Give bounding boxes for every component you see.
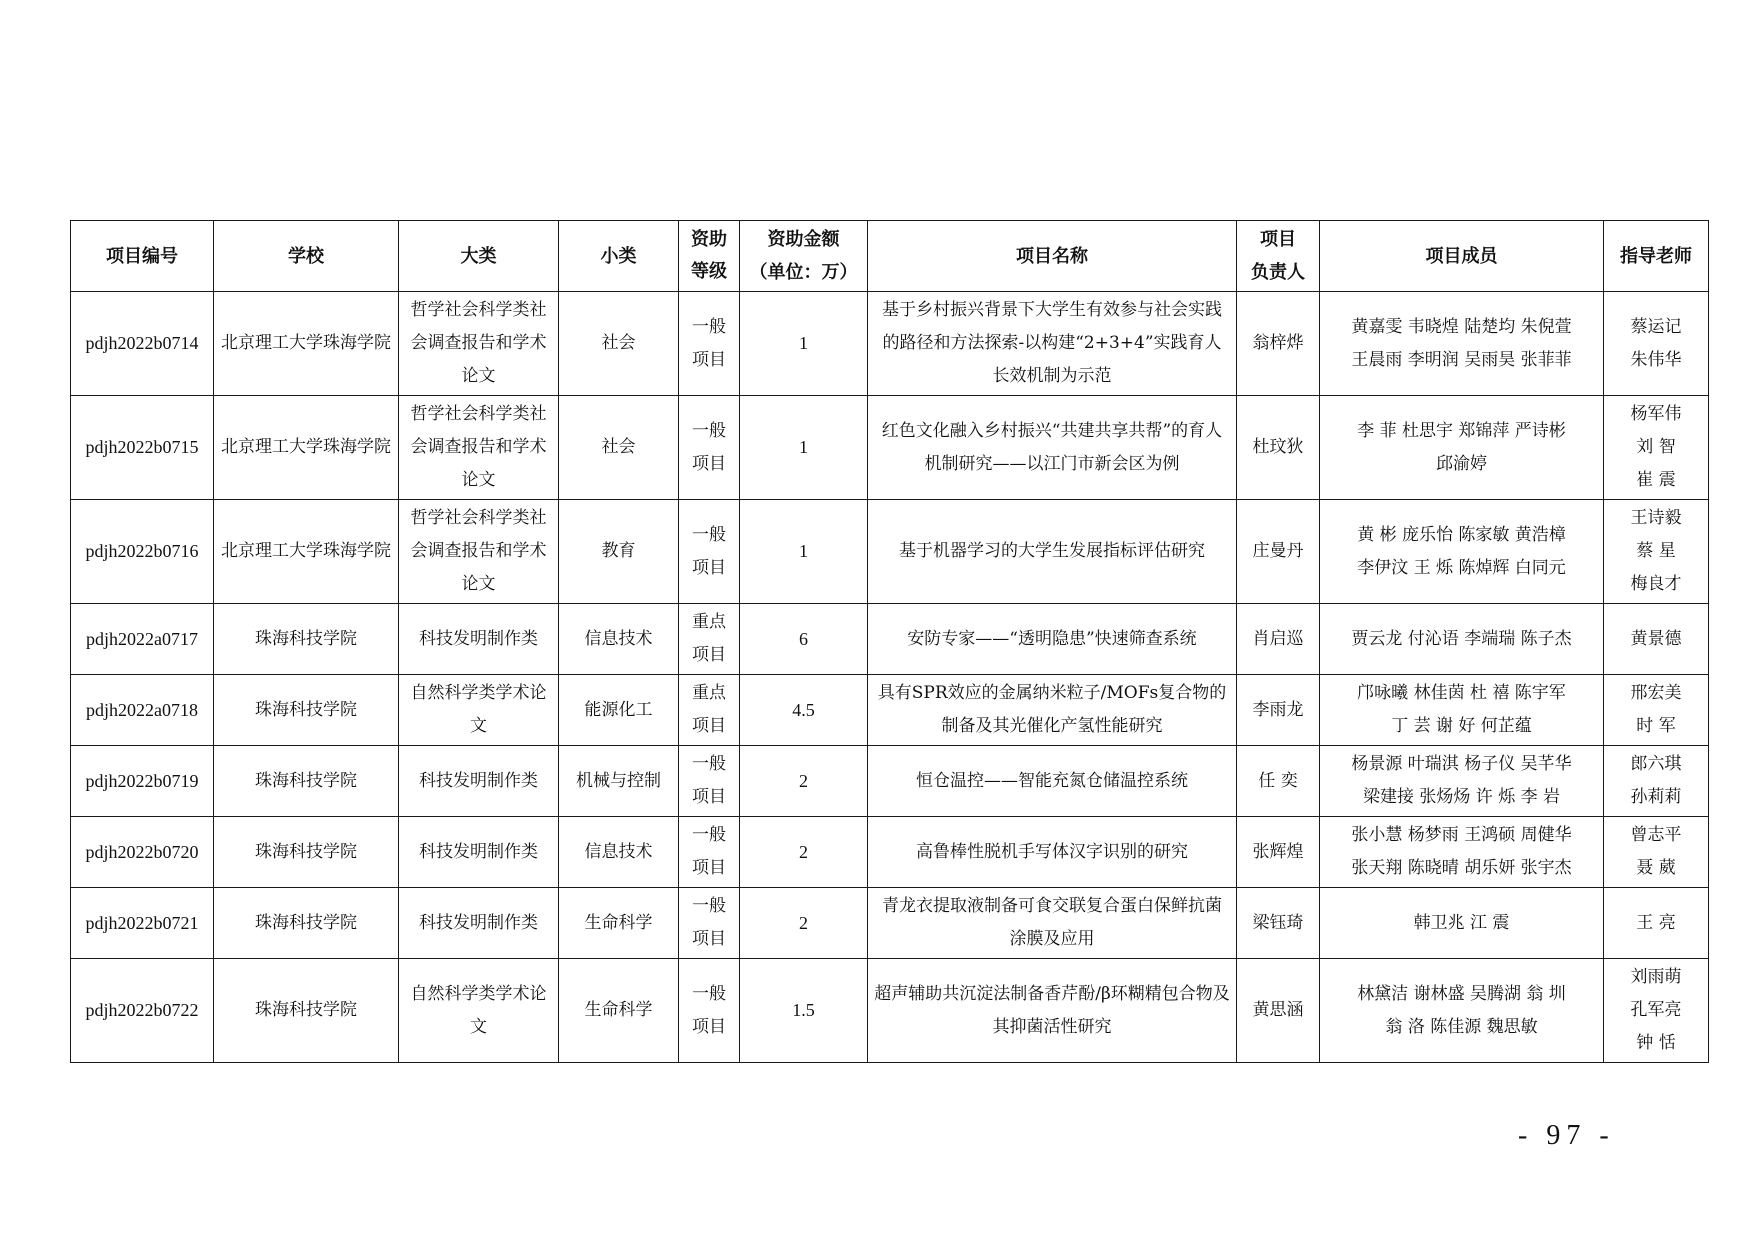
advisor-cell: [1604, 888, 1709, 959]
member-line: 张小慧 杨梦雨 王鸿硕 周健华: [1351, 825, 1572, 845]
advisor-name: 王 亮: [1636, 912, 1676, 933]
advisor-cell: [1604, 500, 1709, 604]
level-cell: 一般项目: [679, 888, 740, 959]
category-cell: 哲学社会科学类社会调查报告和学术论文: [399, 292, 559, 396]
table-row: [71, 817, 1709, 888]
header-amount: [740, 221, 868, 292]
level-cell: 一般项目: [679, 817, 740, 888]
category-cell: 科技发明制作类: [399, 817, 559, 888]
subcategory-cell: 机械与控制: [559, 746, 679, 817]
project-code-cell: pdjh2022a0718: [71, 675, 214, 746]
header-category: 大类: [399, 221, 559, 292]
members-cell: [1320, 604, 1604, 675]
level-cell: 重点项目: [679, 604, 740, 675]
header-amount-line2: （单位：万）: [749, 262, 858, 283]
subcategory-cell: 教育: [559, 500, 679, 604]
project-code-cell: pdjh2022b0721: [71, 888, 214, 959]
leader-cell: 李雨龙: [1237, 675, 1320, 746]
subcategory-cell: 生命科学: [559, 959, 679, 1063]
header-school: 学校: [214, 221, 399, 292]
category-cell: 哲学社会科学类社会调查报告和学术论文: [399, 396, 559, 500]
header-amount-line1: 资助金额: [767, 229, 840, 250]
table-row: [71, 746, 1709, 817]
amount-cell: 6: [740, 604, 868, 675]
header-members: 项目成员: [1320, 221, 1604, 292]
advisor-cell: [1604, 604, 1709, 675]
advisor-name: 崔 震: [1636, 470, 1676, 490]
advisor-name: 曾志平: [1630, 825, 1682, 845]
category-cell: 科技发明制作类: [399, 746, 559, 817]
members-cell: [1320, 888, 1604, 959]
member-line: 韩卫兆 江 震: [1413, 912, 1510, 933]
leader-cell: 杜玟狄: [1237, 396, 1320, 500]
leader-cell: 肖启巡: [1237, 604, 1320, 675]
project-name-cell: 高鲁棒性脱机手写体汉字识别的研究: [868, 817, 1237, 888]
table-body: [71, 292, 1709, 1063]
leader-cell: 庄曼丹: [1237, 500, 1320, 604]
category-cell: 科技发明制作类: [399, 888, 559, 959]
subcategory-cell: 生命科学: [559, 888, 679, 959]
school-cell: 北京理工大学珠海学院: [214, 500, 399, 604]
project-code-cell: pdjh2022b0715: [71, 396, 214, 500]
members-cell: [1320, 959, 1604, 1063]
advisor-name: 蔡 星: [1636, 541, 1676, 561]
member-line: 贾云龙 付沁语 李端瑞 陈子杰: [1351, 628, 1572, 649]
subcategory-cell: 社会: [559, 396, 679, 500]
amount-cell: 1.5: [740, 959, 868, 1063]
member-line: 梁建接 张炀炀 许 烁 李 岩: [1362, 787, 1561, 807]
category-cell: 自然科学类学术论文: [399, 675, 559, 746]
advisor-name: 蔡运记: [1630, 316, 1682, 337]
leader-cell: 翁梓烨: [1237, 292, 1320, 396]
category-cell: 自然科学类学术论文: [399, 959, 559, 1063]
project-name-cell: 具有SPR效应的金属纳米粒子/MOFs复合物的制备及其光催化产氢性能研究: [868, 675, 1237, 746]
advisor-cell: [1604, 396, 1709, 500]
member-line: 翁 洛 陈佳源 魏思敏: [1385, 1016, 1538, 1037]
project-name-cell: 恒仓温控——智能充氮仓储温控系统: [868, 746, 1237, 817]
advisor-name: 王诗毅: [1630, 508, 1682, 528]
project-code-cell: pdjh2022a0717: [71, 604, 214, 675]
member-line: 邱渝婷: [1436, 453, 1487, 474]
project-table: [70, 220, 1709, 1063]
school-cell: 珠海科技学院: [214, 604, 399, 675]
advisor-name: 孔军亮: [1630, 1000, 1682, 1020]
project-code-cell: pdjh2022b0720: [71, 817, 214, 888]
advisor-cell: [1604, 746, 1709, 817]
advisor-name: 杨军伟: [1630, 404, 1682, 424]
project-name-cell: 安防专家——“透明隐患”快速筛查系统: [868, 604, 1237, 675]
school-cell: 珠海科技学院: [214, 746, 399, 817]
header-advisor: 指导老师: [1604, 221, 1709, 292]
header-leader: [1237, 221, 1320, 292]
project-name-cell: 超声辅助共沉淀法制备香芹酚/β环糊精包合物及其抑菌活性研究: [868, 959, 1237, 1063]
advisor-cell: [1604, 817, 1709, 888]
advisor-name: 刘 智: [1636, 437, 1676, 457]
project-name-cell: 青龙衣提取液制备可食交联复合蛋白保鲜抗菌涂膜及应用: [868, 888, 1237, 959]
level-cell: 一般项目: [679, 746, 740, 817]
advisor-cell: [1604, 959, 1709, 1063]
advisor-name: 刘雨萌: [1630, 967, 1682, 987]
leader-cell: 梁钰琦: [1237, 888, 1320, 959]
members-cell: [1320, 675, 1604, 746]
leader-cell: 任 奕: [1237, 746, 1320, 817]
table-row: [71, 292, 1709, 396]
amount-cell: 1: [740, 500, 868, 604]
member-line: 王晨雨 李明润 吴雨昊 张菲菲: [1351, 349, 1572, 370]
subcategory-cell: 能源化工: [559, 675, 679, 746]
members-cell: [1320, 817, 1604, 888]
table-row: [71, 396, 1709, 500]
member-line: 黄 彬 庞乐怡 陈家敏 黄浩樟: [1357, 524, 1566, 545]
header-name: 项目名称: [868, 221, 1237, 292]
project-code-cell: pdjh2022b0716: [71, 500, 214, 604]
advisor-name: 邢宏美: [1630, 683, 1682, 703]
advisor-name: 朱伟华: [1630, 349, 1682, 370]
header-level: 资助等级: [679, 221, 740, 292]
advisor-name: 梅良才: [1630, 574, 1682, 594]
subcategory-cell: 信息技术: [559, 604, 679, 675]
header-leader-line2: 负责人: [1251, 262, 1305, 283]
project-name-cell: 基于乡村振兴背景下大学生有效参与社会实践的路径和方法探索-以构建“2+3+4”实践育人长效机制为示范: [868, 292, 1237, 396]
header-code: 项目编号: [71, 221, 214, 292]
advisor-cell: [1604, 675, 1709, 746]
leader-cell: 张辉煌: [1237, 817, 1320, 888]
category-cell: 哲学社会科学类社会调查报告和学术论文: [399, 500, 559, 604]
level-cell: 一般项目: [679, 396, 740, 500]
level-cell: 一般项目: [679, 500, 740, 604]
table-row: [71, 500, 1709, 604]
school-cell: 珠海科技学院: [214, 888, 399, 959]
advisor-name: 聂 葳: [1636, 858, 1676, 878]
level-cell: 一般项目: [679, 959, 740, 1063]
header-row: [71, 221, 1709, 292]
table-row: [71, 675, 1709, 746]
level-cell: 重点项目: [679, 675, 740, 746]
school-cell: 珠海科技学院: [214, 959, 399, 1063]
member-line: 黄嘉雯 韦晓煌 陆楚均 朱倪萱: [1351, 316, 1572, 337]
member-line: 张天翔 陈晓晴 胡乐妍 张宇杰: [1351, 858, 1572, 878]
members-cell: [1320, 292, 1604, 396]
leader-cell: 黄思涵: [1237, 959, 1320, 1063]
category-cell: 科技发明制作类: [399, 604, 559, 675]
advisor-name: 钟 恬: [1636, 1033, 1676, 1053]
subcategory-cell: 社会: [559, 292, 679, 396]
member-line: 杨景源 叶瑞淇 杨子仪 吴芊华: [1351, 754, 1572, 774]
amount-cell: 1: [740, 396, 868, 500]
project-code-cell: pdjh2022b0719: [71, 746, 214, 817]
header-leader-line1: 项目: [1260, 229, 1296, 250]
members-cell: [1320, 396, 1604, 500]
school-cell: 珠海科技学院: [214, 817, 399, 888]
amount-cell: 1: [740, 292, 868, 396]
member-line: 李 菲 杜思宇 郑锦萍 严诗彬: [1357, 420, 1566, 441]
table-row: [71, 959, 1709, 1063]
advisor-name: 郎六琪: [1630, 754, 1682, 774]
amount-cell: 2: [740, 746, 868, 817]
advisor-cell: [1604, 292, 1709, 396]
member-line: 邝咏曦 林佳茵 杜 禧 陈宇军: [1357, 683, 1566, 703]
member-line: 丁 芸 谢 好 何芷蕴: [1391, 716, 1532, 736]
members-cell: [1320, 746, 1604, 817]
advisor-name: 孙莉莉: [1630, 787, 1682, 807]
amount-cell: 2: [740, 817, 868, 888]
subcategory-cell: 信息技术: [559, 817, 679, 888]
member-line: 林黛洁 谢林盛 吴腾湖 翁 圳: [1357, 983, 1566, 1004]
advisor-name: 时 军: [1636, 716, 1676, 736]
table-row: [71, 888, 1709, 959]
level-cell: 一般项目: [679, 292, 740, 396]
project-name-cell: 基于机器学习的大学生发展指标评估研究: [868, 500, 1237, 604]
header-subcategory: 小类: [559, 221, 679, 292]
school-cell: 珠海科技学院: [214, 675, 399, 746]
project-name-cell: 红色文化融入乡村振兴“共建共享共帮”的育人机制研究——以江门市新会区为例: [868, 396, 1237, 500]
amount-cell: 4.5: [740, 675, 868, 746]
school-cell: 北京理工大学珠海学院: [214, 396, 399, 500]
amount-cell: 2: [740, 888, 868, 959]
table-row: [71, 604, 1709, 675]
members-cell: [1320, 500, 1604, 604]
project-code-cell: pdjh2022b0714: [71, 292, 214, 396]
advisor-name: 黄景德: [1630, 628, 1682, 649]
page-number: - 97 -: [1518, 1120, 1615, 1151]
project-code-cell: pdjh2022b0722: [71, 959, 214, 1063]
member-line: 李伊汶 王 烁 陈焯辉 白同元: [1357, 557, 1566, 578]
school-cell: 北京理工大学珠海学院: [214, 292, 399, 396]
